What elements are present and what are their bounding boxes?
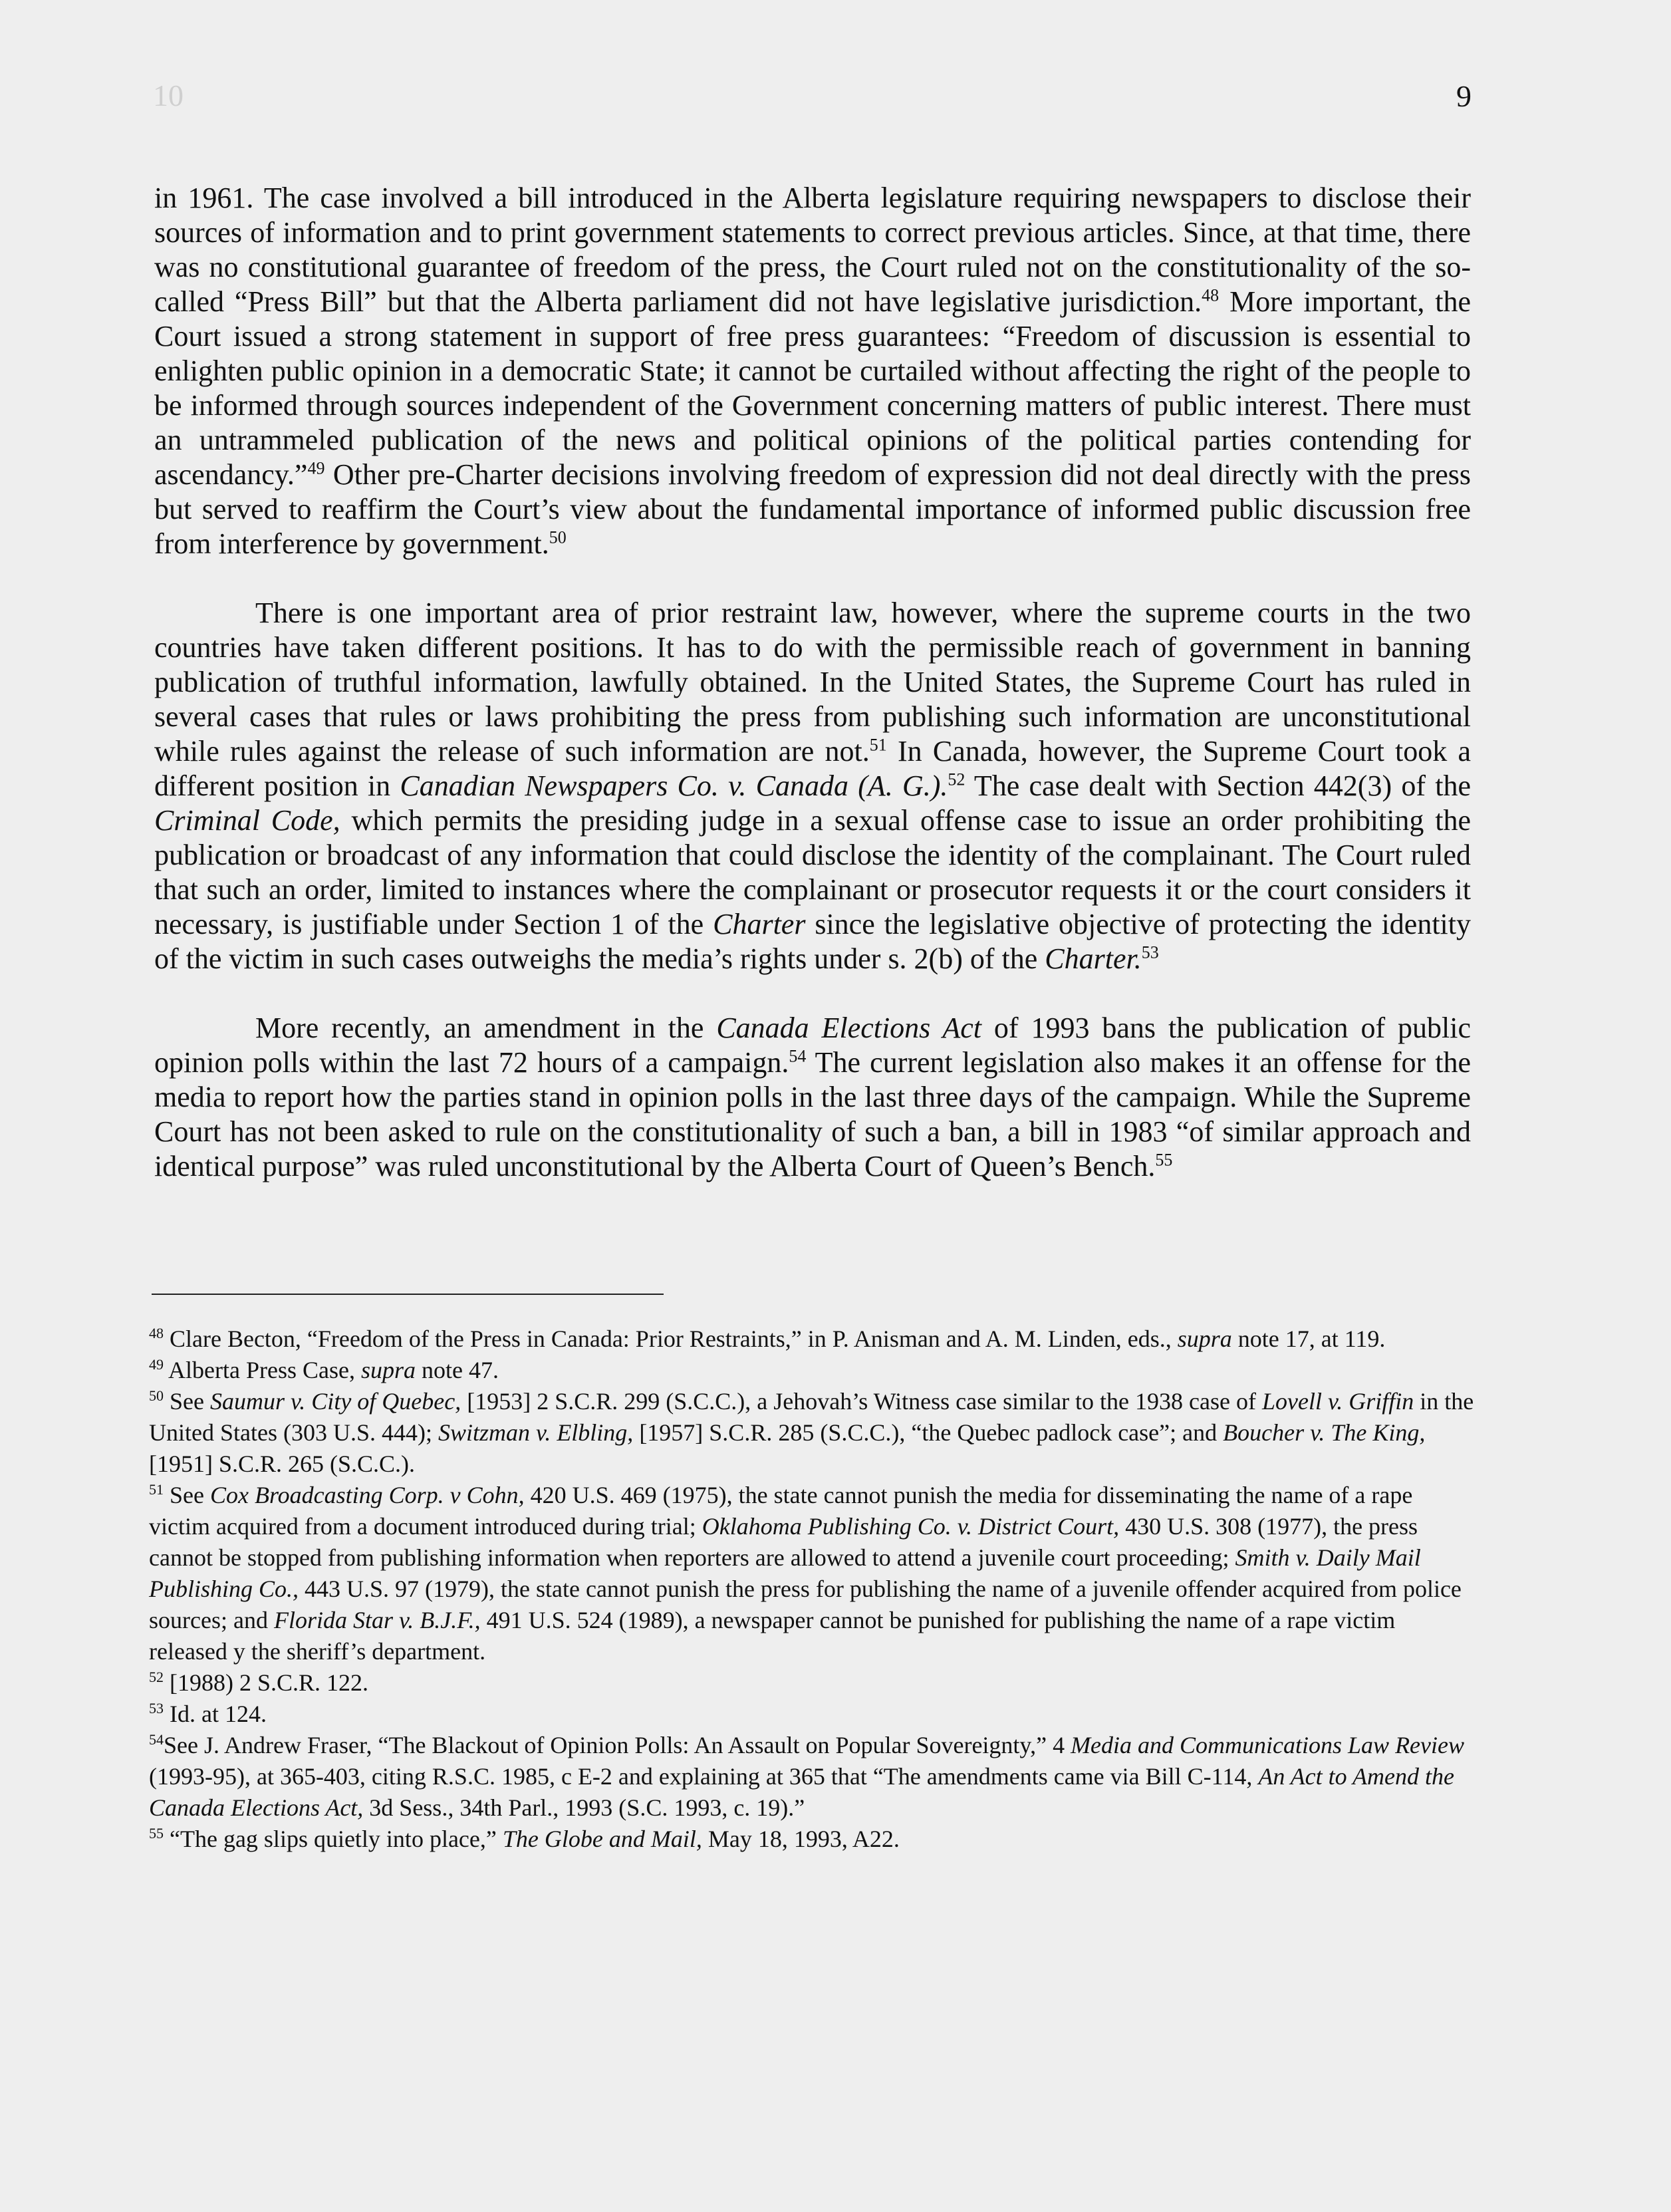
footnote-50 [149,1386,1479,1480]
text-run: More important, the Court issued a strong statement in support of free press guarantees: “Freedom of discussion is essential to enlighten public opinion in a democratic State; it cannot be curtailed without affecting the right of the people to be informed through sources independent of the Government concerning matters of public interest. There must an untrammeled publication of the news and political opinions of the political parties contending for ascendancy.” [154,285,1472,491]
italic-text: Smith v. Daily Mail Publishing Co., [149,1544,1421,1602]
text-run: in the United States (303 U.S. 444); [149,1388,1474,1446]
text-run: In Canada, however, the Supreme Court took a different position in [154,735,1471,802]
text-run: See [164,1388,210,1415]
text-run: [1953] 2 S.C.R. 299 (S.C.C.), a Jehovah’s Witness case similar to the 1938 case of [461,1388,1262,1415]
italic-text: Criminal Code, [154,804,340,837]
italic-text: An Act to Amend the Canada Elections Act, [149,1763,1454,1821]
footnote-52 [149,1667,1479,1699]
page-number: 9 [1456,79,1472,113]
italic-text: Saumur v. City of Quebec, [209,1388,461,1415]
footnote-separator [152,1294,664,1295]
note-reference: 48 [1202,285,1220,305]
text-run: (1993-95), at 365-403, citing R.S.C. 1985, c E-2 and explaining at 365 that “The amendments came via Bill C-114, [149,1763,1259,1790]
footnotes [149,1323,1479,1855]
note-reference: 54 [789,1046,807,1066]
text-run: note 47. [415,1357,499,1383]
note-reference: 55 [149,1825,164,1842]
note-reference: 50 [549,527,567,547]
note-reference: 51 [149,1481,164,1498]
note-reference: 51 [869,735,887,755]
italic-text: Lovell v. Griffin [1261,1388,1414,1415]
text-run: 443 U.S. 97 (1979), the state cannot punish the press for publishing the name of a juvenile offender acquired from police sources; and [149,1576,1462,1633]
italic-text: Oklahoma Publishing Co. v. District Court, [702,1513,1120,1540]
text-run: 491 U.S. 524 (1989), a newspaper cannot be punished for publishing the name of a rape victim released y the sheriff’s department. [149,1607,1396,1665]
note-reference: 49 [307,458,325,478]
paragraph-1 [154,181,1471,561]
text-run: since the legislative objective of protecting the identity of the victim in such cases outweighs the media’s rights under s. 2(b) of the [154,908,1471,975]
note-reference: 54 [149,1731,164,1748]
text-run: There is one important area of prior restraint law, however, where the supreme courts in the two countries have taken different positions. It has to do with the permissible reach of government in banning publication of truthful information, lawfully obtained. In the United States, the Supreme Court has ruled in several cases that rules or laws prohibiting the press from publishing such information are unconstitutional while rules against the release of such information are not. [154,597,1471,767]
italic-text: supra [1177,1325,1232,1352]
bleed-through-page-number: 10 [153,78,184,112]
text-run: of 1993 bans the publication of public opinion polls within the last 72 hours of a campaign. [154,1012,1471,1079]
footnote-55 [149,1824,1479,1855]
text-run: 430 U.S. 308 (1977), the press cannot be stopped from publishing information when reporters are allowed to attend a juvenile court proceeding; [149,1513,1418,1571]
note-reference: 52 [149,1669,164,1685]
text-run: in 1961. The case involved a bill introduced in the Alberta legislature requiring newspapers to disclose their sources of information and to print government statements to correct previous articles. Since, at that time, there was no constitutional guarantee of freedom of the press, the Court ruled not on the constitutionality of the so-called “Press Bill” but that the Alberta parliament did not have legislative jurisdiction. [154,182,1471,318]
italic-text: Boucher v. The King, [1223,1419,1426,1446]
italic-text: Florida Star v. B.J.F., [273,1607,481,1633]
note-reference: 53 [149,1700,164,1717]
italic-text: Canadian Newspapers Co. v. Canada (A. G.). [400,769,948,802]
note-reference: 52 [948,769,965,789]
text-run: [1951] S.C.R. 265 (S.C.C.). [149,1451,416,1477]
text-run: May 18, 1993, A22. [702,1826,900,1852]
footnote-51 [149,1480,1479,1667]
text-run: Id. at 124. [164,1701,267,1727]
text-run: More recently, an amendment in the [255,1012,717,1044]
text-run: The current legislation also makes it an offense for the media to report how the parties stand in opinion polls in the last three days of the campaign. While the Supreme Court has not been asked to rule on the constitutionality of such a ban, a bill in 1983 “of similar approach and identical purpose” was ruled unconstitutional by the Alberta Court of Queen’s Bench. [154,1046,1471,1182]
italic-text: The Globe and Mail, [502,1826,702,1852]
italic-text: Canada Elections Act [716,1012,982,1044]
italic-text: Charter [713,908,806,940]
footnote-48 [149,1323,1479,1355]
note-reference: 49 [149,1356,164,1373]
italic-text: Charter. [1045,942,1142,975]
text-run: The case dealt with Section 442(3) of the [965,769,1471,802]
footnote-53 [149,1699,1479,1730]
paragraph-3 [154,1011,1471,1184]
text-run: 3d Sess., 34th Parl., 1993 (S.C. 1993, c. 19).” [363,1794,805,1821]
body-text [154,181,1471,1184]
text-run: Alberta Press Case, [164,1357,361,1383]
italic-text: Media and Communications Law Review [1071,1732,1465,1758]
note-reference: 53 [1141,942,1159,962]
note-reference: 48 [149,1325,164,1341]
text-run: note 17, at 119. [1231,1325,1386,1352]
footnote-54 [149,1730,1479,1824]
text-run: See J. Andrew Fraser, “The Blackout of Opinion Polls: An Assault on Popular Sovereignty,” 4 [164,1732,1071,1758]
italic-text: Switzman v. Elbling, [438,1419,634,1446]
text-run: 420 U.S. 469 (1975), the state cannot punish the media for disseminating the name of a rape victim acquired from a document introduced during trial; [149,1482,1413,1540]
paragraph-2 [154,596,1471,976]
italic-text: supra [360,1357,416,1383]
text-run: See [164,1482,210,1508]
note-reference: 55 [1155,1150,1173,1170]
note-reference: 50 [149,1387,164,1404]
footnote-49 [149,1355,1479,1386]
text-run: [1988) 2 S.C.R. 122. [164,1669,369,1696]
italic-text: Cox Broadcasting Corp. v Cohn, [209,1482,525,1508]
text-run: [1957] S.C.R. 285 (S.C.C.), “the Quebec padlock case”; and [633,1419,1223,1446]
text-run: Other pre-Charter decisions involving freedom of expression did not deal directly with the press but served to reaffirm the Court’s view about the fundamental importance of informed public discussion free from interference by government. [154,458,1471,560]
text-run: Clare Becton, “Freedom of the Press in Canada: Prior Restraints,” in P. Anisman and A. M. Linden, eds., [164,1325,1178,1352]
text-run: “The gag slips quietly into place,” [164,1826,503,1852]
text-run: which permits the presiding judge in a sexual offense case to issue an order prohibiting the publication or broadcast of any information that could disclose the identity of the complainant. The Court ruled that such an order, limited to instances where the complainant or prosecutor requests it or the court considers it necessary, is justifiable under Section 1 of the [154,804,1471,940]
